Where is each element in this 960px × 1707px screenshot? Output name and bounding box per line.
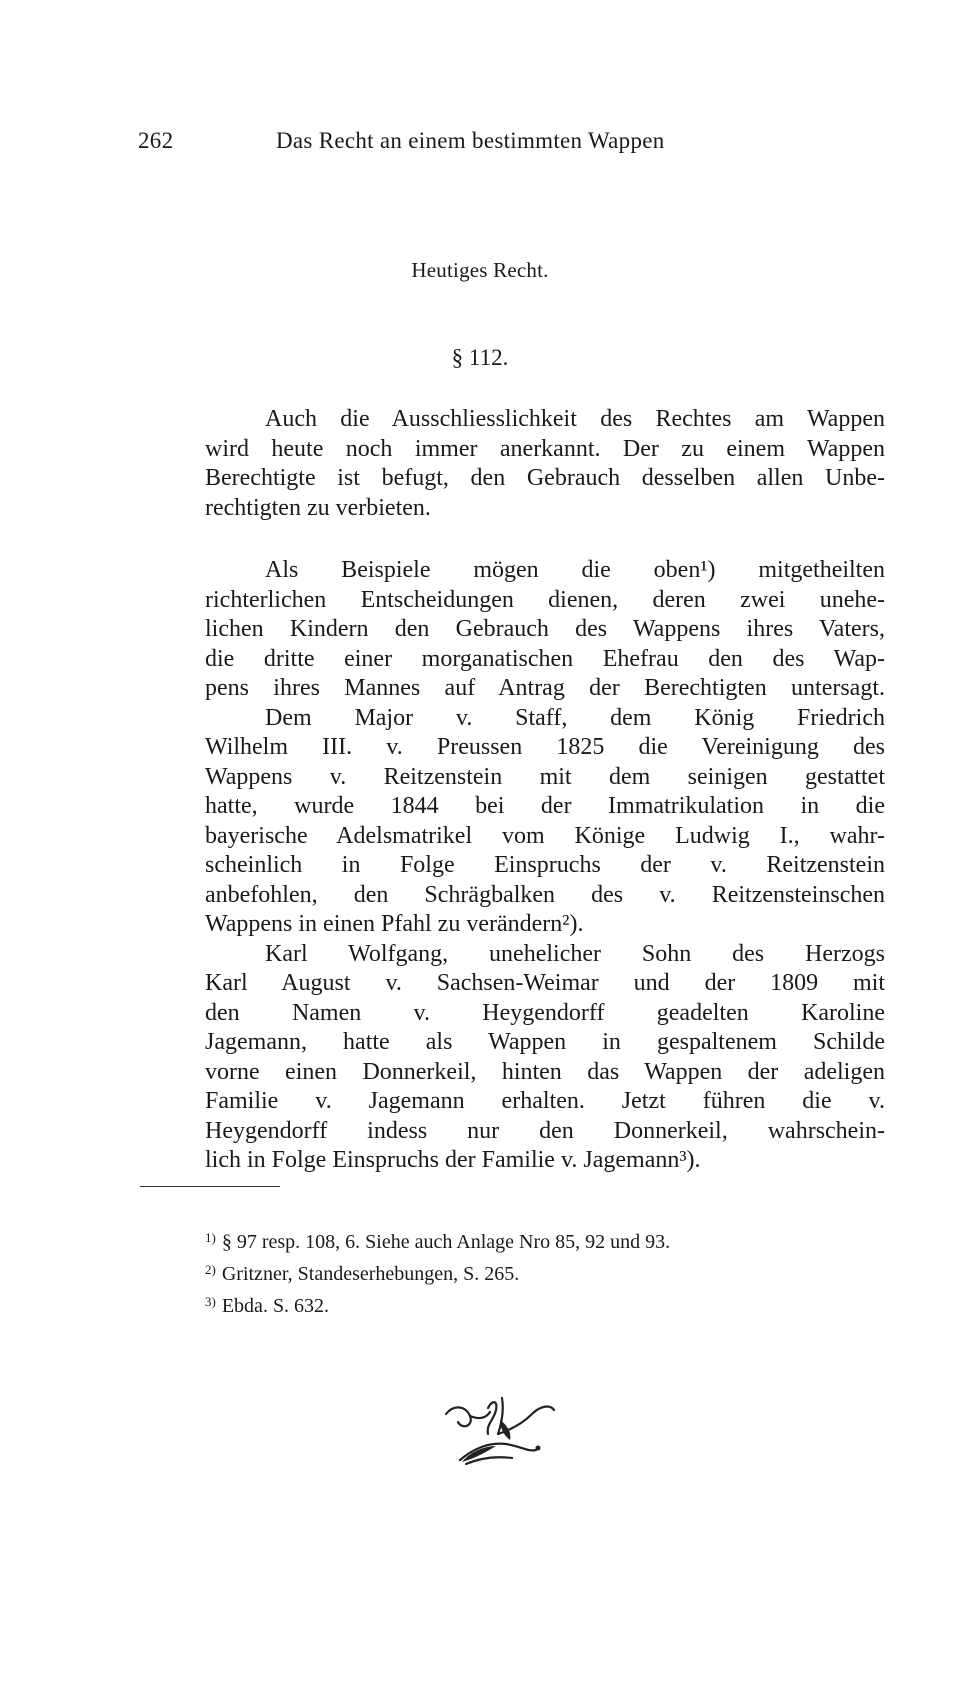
text-line: Wilhelm III. v. Preussen 1825 die Vereinigung des (205, 734, 885, 760)
footnote-divider (140, 1186, 280, 1187)
footnote-text: § 97 resp. 108, 6. Siehe auch Anlage Nro 85, 92 und 93. (221, 1231, 671, 1253)
text-line: hatte, wurde 1844 bei der Immatrikulation in die (205, 793, 885, 819)
text-line: den Namen v. Heygendorff geadelten Karoline (205, 999, 885, 1026)
text-line: wird heute noch immer anerkannt. Der zu einem Wappen (205, 435, 885, 462)
text-line: Familie v. Jagemann erhalten. Jetzt führen die v. (205, 1088, 885, 1114)
text-line: bayerische Adelsmatrikel vom Könige Ludwig I., wahr- (205, 822, 885, 849)
text-line: scheinlich in Folge Einspruchs der v. Reitzenstein (205, 852, 885, 878)
footnote-mark: 3) (205, 1294, 216, 1309)
paragraph-number: § 112. (451, 345, 509, 370)
text-line: anbefohlen, den Schrägbalken des v. Reitzensteinschen (205, 881, 885, 908)
text-line: Auch die Ausschliesslichkeit des Rechtes am Wappen (265, 406, 885, 432)
text-line: vorne einen Donnerkeil, hinten das Wappen der adeligen (205, 1058, 885, 1085)
running-title: Das Recht an einem bestimmten Wappen (276, 128, 665, 153)
paragraph-1 (205, 405, 885, 523)
text-line: lichen Kindern den Gebrauch des Wappens ihres Vaters, (205, 616, 885, 642)
footnote-mark: 2) (205, 1262, 216, 1277)
text-line: die dritte einer morganatischen Ehefrau den des Wap- (205, 645, 885, 672)
footnotes (205, 1224, 885, 1320)
floral-vignette-icon (440, 1390, 560, 1480)
text-line: Als Beispiele mögen die oben¹) mitgetheilten (265, 557, 885, 583)
text-line: pens ihres Mannes auf Antrag der Berechtigten untersagt. (205, 675, 885, 701)
text-line: Dem Major v. Staff, dem König Friedrich (265, 704, 885, 731)
text-line: Wappens v. Reitzenstein mit dem seinigen gestattet (205, 763, 885, 790)
footnote-1 (205, 1224, 885, 1256)
text-line: lich in Folge Einspruchs der Familie v. Jagemann³). (205, 1147, 701, 1173)
text-line: richterlichen Entscheidungen dienen, deren zwei unehe- (205, 586, 885, 613)
footnote-2 (205, 1256, 885, 1288)
text-line: rechtigten zu verbieten. (205, 494, 431, 521)
footnote-text: Ebda. S. 632. (221, 1295, 330, 1317)
text-line: Heygendorff indess nur den Donnerkeil, wahrschein- (205, 1117, 885, 1144)
page-number: 262 (138, 128, 174, 153)
footnote-mark: 1) (205, 1230, 216, 1245)
text-line: Wappens in einen Pfahl zu verändern²). (205, 911, 584, 937)
paragraph-2 (205, 556, 885, 1176)
footnote-text: Gritzner, Standeserhebungen, S. 265. (221, 1263, 520, 1285)
footnote-3 (205, 1288, 885, 1320)
text-line: Jagemann, hatte als Wappen in gespaltenem Schilde (205, 1029, 885, 1055)
text-line: Berechtigte ist befugt, den Gebrauch desselben allen Unbe- (205, 465, 885, 491)
section-heading: Heutiges Recht. (411, 258, 549, 282)
text-line: Karl August v. Sachsen-Weimar und der 1809 mit (205, 970, 885, 996)
text-line: Karl Wolfgang, unehelicher Sohn des Herzogs (265, 940, 885, 967)
